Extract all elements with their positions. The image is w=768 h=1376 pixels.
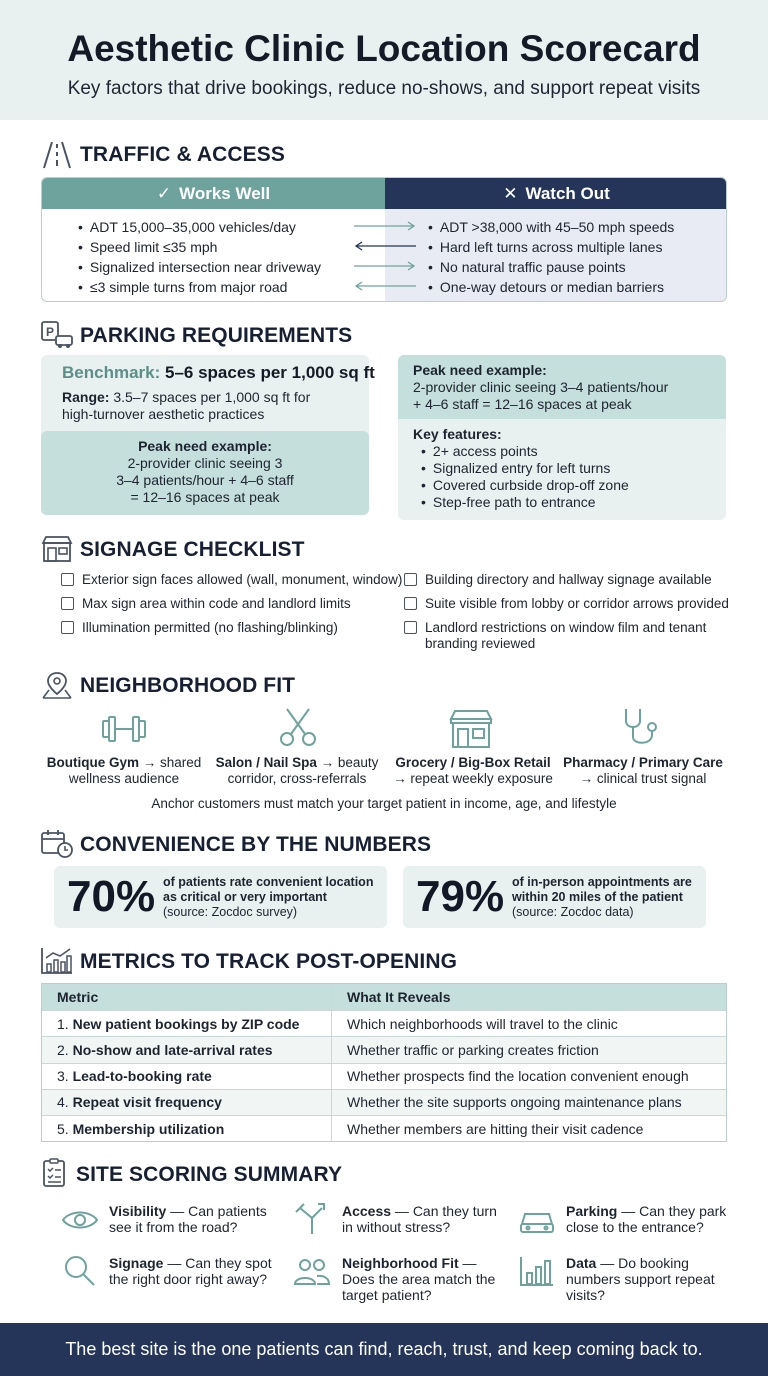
list-item: • Signalized intersection near driveway [78,257,321,277]
people-icon [292,1254,332,1290]
header [0,0,768,120]
neighborhood-note: Anchor customers must match your target patient in income, age, and lifestyle [151,796,617,811]
metrics-title: METRICS TO TRACK POST-OPENING [80,950,458,973]
stat-description: of patients rate convenient location as critical or very important (source: Zocdoc survey) [163,875,374,919]
list-item: • Step-free path to entrance [421,494,629,511]
checklist-item[interactable]: Max sign area within code and landlord limits [61,596,406,612]
svg-text:P: P [46,325,55,339]
checkbox[interactable] [404,621,417,634]
turn-arrows-icon [292,1200,332,1236]
checklist-item[interactable]: Suite visible from lobby or corridor arrows provided [404,596,734,612]
peak-example-right: Peak need example: 2-provider clinic seeing 3–4 patients/hour + 4–6 staff = 12–16 spaces at peak [413,362,669,412]
list-item: • 2+ access points [421,443,629,460]
benchmark: Benchmark: 5–6 spaces per 1,000 sq ft [62,363,375,382]
convenience-title: CONVENIENCE BY THE NUMBERS [80,833,432,856]
parking-title: PARKING REQUIREMENTS [80,324,353,347]
summary-item-data: Data — Do booking numbers support repeat visits? [566,1255,715,1303]
road-icon [40,140,74,170]
magnifier-icon [60,1253,100,1289]
summary-title: SITE SCORING SUMMARY [76,1163,343,1186]
checklist-item[interactable]: Landlord restrictions on window film and tenant branding reviewed [404,620,734,652]
works-well-header: ✓ Works Well [42,178,385,209]
column-header: What It Reveals [347,989,451,1006]
stethoscope-icon [618,705,668,749]
checklist-item[interactable]: Building directory and hallway signage available [404,572,734,588]
arrows-icon [352,216,418,300]
peak-example-left: Peak need example: 2-provider clinic seeing 3 3–4 patients/hour + 4–6 staff = 12–16 spaces at peak [41,431,369,515]
list-item: • ADT 15,000–35,000 vehicles/day [78,217,321,237]
neighborhood-title: NEIGHBORHOOD FIT [80,674,296,697]
list-item: • Hard left turns across multiple lanes [428,237,674,257]
checklist-item[interactable]: Illumination permitted (no flashing/blinking) [61,620,406,636]
list-item: • No natural traffic pause points [428,257,674,277]
watch-out-header: ✕ Watch Out [385,178,727,209]
list-item: • Covered curbside drop-off zone [421,477,629,494]
page-subtitle: Key factors that drive bookings, reduce no-shows, and support repeat visits [67,78,701,99]
signage-right [404,572,734,652]
watch-list [428,217,674,297]
neighborhood-item-pharmacy: Pharmacy / Primary Care → clinical trust signal [563,755,723,786]
stat-card [403,866,706,928]
summary-item-visibility: Visibility — Can patients see it from the road? [109,1203,267,1235]
footer-banner: The best site is the one patients can find, reach, trust, and keep coming back to. [0,1323,768,1376]
stat-card [54,866,387,928]
bar-chart-icon [40,946,74,976]
page-title: Aesthetic Clinic Location Scorecard [67,28,701,69]
checkbox[interactable] [61,573,74,586]
checkbox[interactable] [61,597,74,610]
traffic-panel [41,177,727,302]
neighborhood-item-salon: Salon / Nail Spa → beauty corridor, cross-referrals [215,755,379,786]
list-item: • Signalized entry for left turns [421,460,629,477]
list-item: • ≤3 simple turns from major road [78,277,321,297]
parking-icon [40,320,74,350]
summary-item-access: Access — Can they turn in without stress? [342,1203,497,1235]
column-header: Metric [42,984,332,1010]
stat-description: of in-person appointments are within 20 miles of the patient (source: Zocdoc data) [512,875,692,919]
table-row: 5. Membership utilization Whether members are hitting their visit cadence [42,1115,726,1141]
list-item: • ADT >38,000 with 45–50 mph speeds [428,217,674,237]
signage-title: SIGNAGE CHECKLIST [80,538,305,561]
metrics-table [41,983,727,1142]
checkbox[interactable] [61,621,74,634]
list-item: • One-way detours or median barriers [428,277,674,297]
key-features: Key features: • 2+ access points • Signalized entry for left turns • Covered curbside drop-off zone • Step-free path to entrance [413,426,629,511]
table-row: 2. No-show and late-arrival rates Whether traffic or parking creates friction [42,1036,726,1062]
table-row: 4. Repeat visit frequency Whether the site supports ongoing maintenance plans [42,1089,726,1115]
works-list [78,217,321,297]
checkbox[interactable] [404,597,417,610]
check-icon: ✓ [156,183,172,203]
eye-icon [60,1202,100,1238]
summary-item-neighborhood: Neighborhood Fit — Does the area match the target patient? [342,1255,496,1303]
calendar-clock-icon [40,829,74,859]
x-icon: ✕ [503,183,518,203]
table-header [42,984,726,1010]
map-pin-icon [40,670,74,700]
neighborhood-item-grocery: Grocery / Big-Box Retail → repeat weekly exposure [393,755,553,786]
checklist-item[interactable]: Exterior sign faces allowed (wall, monument, window) [61,572,406,588]
range-text: Range: 3.5–7 spaces per 1,000 sq ft for high-turnover aesthetic practices [62,389,311,422]
dumbbell-icon [99,707,149,751]
checkbox[interactable] [404,573,417,586]
summary-item-parking: Parking — Can they park close to the entrance? [566,1203,727,1235]
checklist-icon [40,1158,74,1188]
scissors-icon [273,705,323,749]
data-chart-icon [517,1253,557,1289]
traffic-title: TRAFFIC & ACCESS [80,143,285,166]
table-row: 1. New patient bookings by ZIP code Which neighborhoods will travel to the clinic [42,1010,726,1036]
table-row: 3. Lead-to-booking rate Whether prospects find the location convenient enough [42,1063,726,1089]
car-icon [517,1202,557,1238]
neighborhood-item-gym: Boutique Gym → shared wellness audience [46,755,202,786]
stat-value: 79% [416,872,505,921]
stat-value: 70% [67,872,156,921]
store-icon [446,707,496,751]
summary-item-signage: Signage — Can they spot the right door right away? [109,1255,272,1287]
signage-left [61,572,406,636]
storefront-icon [40,534,74,564]
list-item: • Speed limit ≤35 mph [78,237,321,257]
